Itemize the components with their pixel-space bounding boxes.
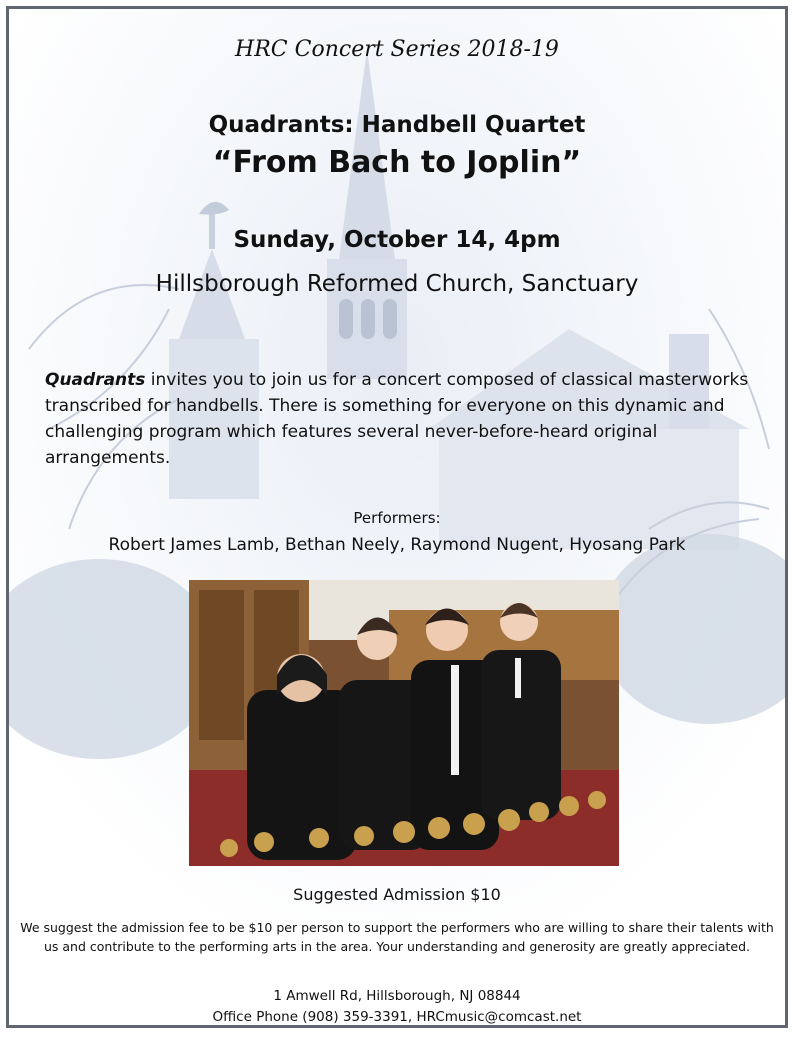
admission-note — [9, 918, 785, 956]
group-title: Quadrants: Handbell Quartet — [208, 112, 586, 138]
performers-label: Performers: — [353, 509, 441, 527]
admission-note-line-1: We suggest the admission fee to be $10 per person to support the performers who are willing to share their talents with — [20, 920, 774, 935]
event-venue: Hillsborough Reformed Church, Sanctuary — [155, 271, 639, 297]
contact-phone-email: Office Phone (908) 359-3391, HRCmusic@comcast.net — [212, 1009, 582, 1025]
quartet-photo-graphic — [189, 580, 619, 866]
contact-address: 1 Amwell Rd, Hillsborough, NJ 08844 — [273, 988, 521, 1004]
performers-names: Robert James Lamb, Bethan Neely, Raymond Nugent, Hyosang Park — [108, 535, 686, 555]
admission-heading: Suggested Admission $10 — [293, 885, 501, 904]
description-lead: Quadrants — [45, 370, 146, 390]
program-title: “From Bach to Joplin” — [212, 145, 582, 180]
event-description — [45, 367, 765, 471]
flyer-frame — [6, 6, 788, 1028]
series-title: HRC Concert Series 2018-19 — [235, 37, 559, 62]
event-date-time: Sunday, October 14, 4pm — [233, 227, 561, 253]
quartet-photo — [189, 580, 619, 866]
admission-note-line-2: us and contribute to the performing arts in the area. Your understanding and generosity are greatly appreciated. — [43, 939, 751, 954]
description-text: invites you to join us for a concert composed of classical masterworks transcribed for handbells. There is something for everyone on this dynamic and challenging program which features several never-before-heard original arrangements. — [45, 370, 749, 468]
